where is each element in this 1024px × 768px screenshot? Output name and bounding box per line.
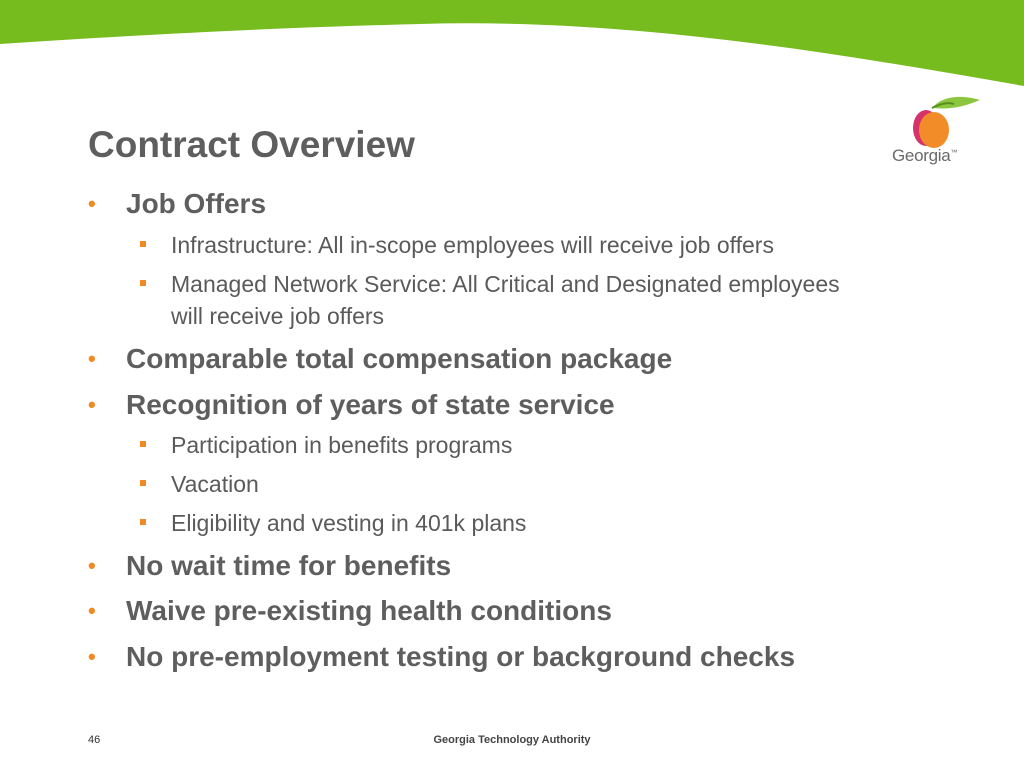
square-bullet-icon — [140, 480, 146, 486]
bullet-item: • Waive pre-existing health conditions — [88, 595, 612, 626]
logo-wordmark: Georgia™ — [892, 146, 958, 165]
sub-bullet-item: Vacation — [171, 469, 971, 500]
sub-bullet-item: Eligibility and vesting in 401k plans — [171, 508, 971, 539]
bullet-item: • Job Offers — [88, 188, 267, 219]
square-bullet-icon — [140, 241, 146, 247]
bullet-item: • No wait time for benefits — [88, 550, 452, 581]
sub-bullet-item: Managed Network Service: All Critical and Designated employees — [171, 269, 971, 300]
bullet-item: • Comparable total compensation package — [88, 343, 673, 374]
bullet-icon: • — [88, 346, 96, 371]
bullet-item: • Recognition of years of state service — [88, 389, 615, 420]
page-number: 46 — [88, 734, 101, 746]
bullet-icon: • — [88, 392, 96, 417]
square-bullet-icon — [140, 519, 146, 525]
bullet-item: • No pre-employment testing or background checks — [88, 641, 796, 672]
footer-organization: Georgia Technology Authority — [433, 734, 591, 746]
sub-bullet-continuation: will receive job offers — [171, 303, 385, 329]
bullet-icon: • — [88, 191, 96, 216]
bullet-icon: • — [88, 553, 96, 578]
header-swoosh — [0, 0, 1024, 100]
sub-bullet-item: Participation in benefits programs — [171, 430, 971, 461]
square-bullet-icon — [140, 280, 146, 286]
bullet-icon: • — [88, 598, 96, 623]
sub-bullet-item: Infrastructure: All in-scope employees will receive job offers — [171, 230, 971, 261]
square-bullet-icon — [140, 441, 146, 447]
bullet-icon: • — [88, 644, 96, 669]
slide-title: Contract Overview — [88, 124, 415, 165]
